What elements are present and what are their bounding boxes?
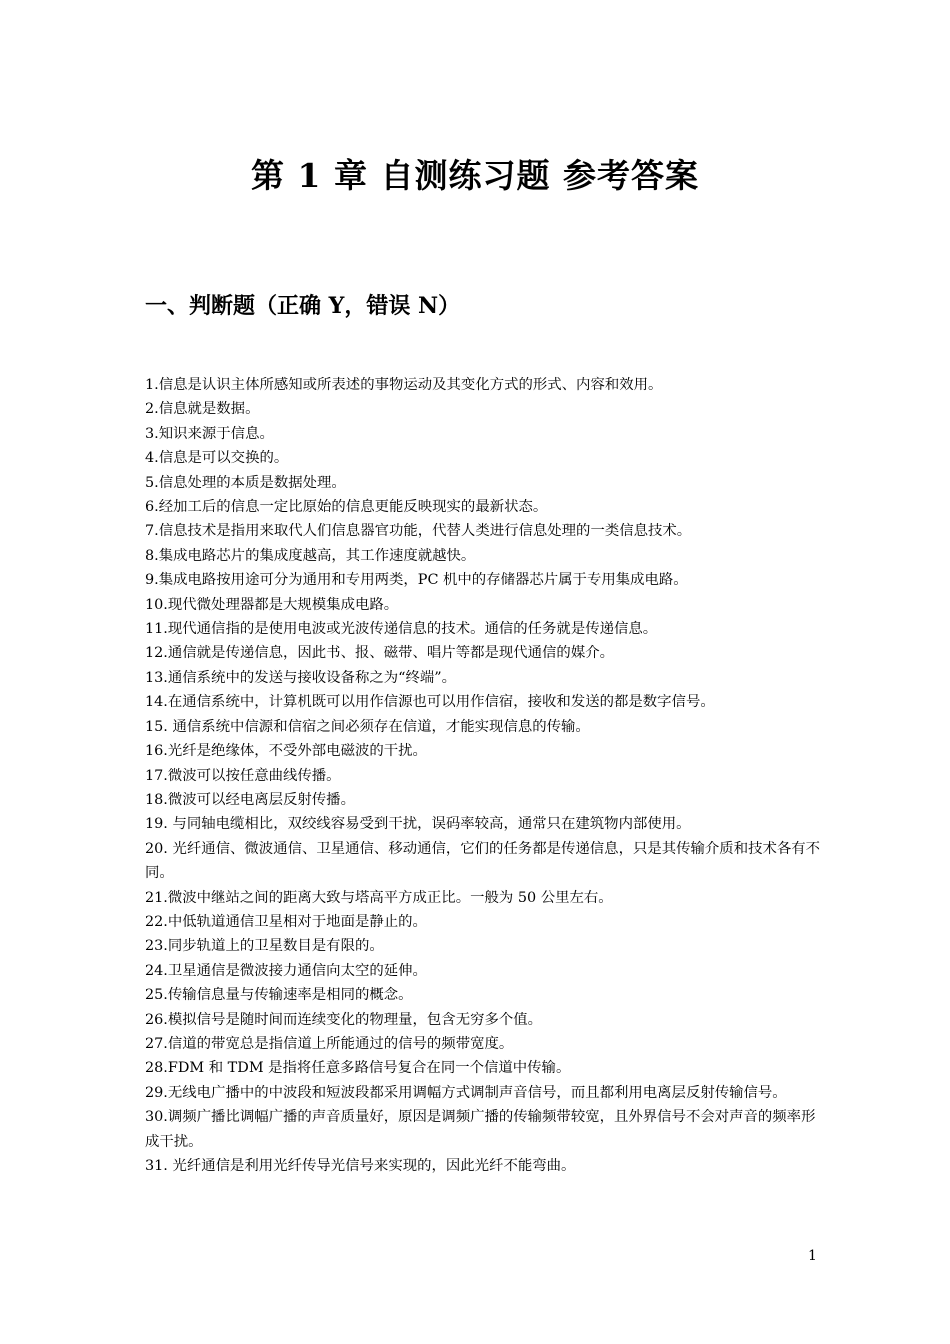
question-item: 28.FDM 和 TDM 是指将任意多路信号复合在同一个信道中传输。 (145, 1060, 571, 1077)
question-item: 4.信息是可以交换的。 (145, 450, 289, 467)
question-item: 14.在通信系统中，计算机既可以用作信源也可以用作信宿，接收和发送的都是数字信号。 (145, 694, 715, 711)
question-item: 7.信息技术是指用来取代人们信息器官功能，代替人类进行信息处理的一类信息技术。 (145, 523, 692, 540)
page-title: 第 1 章 自测练习题 参考答案 (251, 156, 699, 195)
question-item: 15. 通信系统中信源和信宿之间必须存在信道，才能实现信息的传输。 (145, 718, 590, 735)
question-item: 18.微波可以经电离层反射传播。 (145, 791, 355, 808)
question-item: 3.知识来源于信息。 (145, 425, 274, 442)
question-item: 21.微波中继站之间的距离大致与塔高平方成正比。一般为 50 公里左右。 (145, 889, 613, 906)
section-heading: 一、判断题（正确 Y，错误 N） (145, 293, 461, 319)
question-item: 25.传输信息量与传输速率是相同的概念。 (145, 987, 413, 1004)
question-item: 16.光纤是绝缘体，不受外部电磁波的干扰。 (145, 743, 427, 760)
question-item: 31. 光纤通信是利用光纤传导光信号来实现的，因此光纤不能弯曲。 (145, 1158, 576, 1174)
question-item: 29.无线电广播中的中波段和短波段都采用调幅方式调制声音信号，而且都利用电离层反射传输信号。 (145, 1084, 787, 1101)
question-item: 10.现代微处理器都是大规模集成电路。 (145, 596, 399, 613)
question-item: 2.信息就是数据。 (145, 401, 260, 418)
question-item: 30.调频广播比调幅广播的声音质量好，原因是调频广播的传输频带较宽，且外界信号不会对声音的频率形成干扰。 (145, 1109, 816, 1150)
question-item: 26.模拟信号是随时间而连续变化的物理量，包含无穷多个值。 (145, 1011, 543, 1028)
question-item: 5.信息处理的本质是数据处理。 (145, 474, 346, 491)
question-item: 27.信道的带宽总是指信道上所能通过的信号的频带宽度。 (145, 1035, 514, 1052)
question-item: 23.同步轨道上的卫星数目是有限的。 (145, 938, 384, 955)
question-item: 1.信息是认识主体所感知或所表述的事物运动及其变化方式的形式、内容和效用。 (145, 377, 663, 393)
question-item: 13.通信系统中的发送与接收设备称之为“终端”。 (145, 669, 457, 686)
question-item: 19. 与同轴电缆相比，双绞线容易受到干扰，误码率较高，通常只在建筑物内部使用。 (145, 816, 691, 833)
page-number: 1 (808, 1248, 817, 1264)
question-item: 6.经加工后的信息一定比原始的信息更能反映现实的最新状态。 (145, 499, 548, 516)
question-item: 11.现代通信指的是使用电波或光波传递信息的技术。通信的任务就是传递信息。 (145, 621, 658, 638)
question-item: 24.卫星通信是微波接力通信向太空的延伸。 (145, 962, 427, 979)
question-item: 20. 光纤通信、微波通信、卫星通信、移动通信，它们的任务都是传递信息，只是其传输介质和技术各有不同。 (145, 840, 821, 882)
question-list (145, 373, 821, 1178)
question-item: 8.集成电路芯片的集成度越高，其工作速度就越快。 (145, 547, 476, 564)
question-item: 9.集成电路按用途可分为通用和专用两类，PC 机中的存储器芯片属于专用集成电路。 (145, 572, 688, 589)
question-item: 22.中低轨道通信卫星相对于地面是静止的。 (145, 913, 427, 930)
question-item: 12.通信就是传递信息，因此书、报、磁带、唱片等都是现代通信的媒介。 (145, 645, 614, 662)
question-item: 17.微波可以按任意曲线传播。 (145, 767, 341, 784)
